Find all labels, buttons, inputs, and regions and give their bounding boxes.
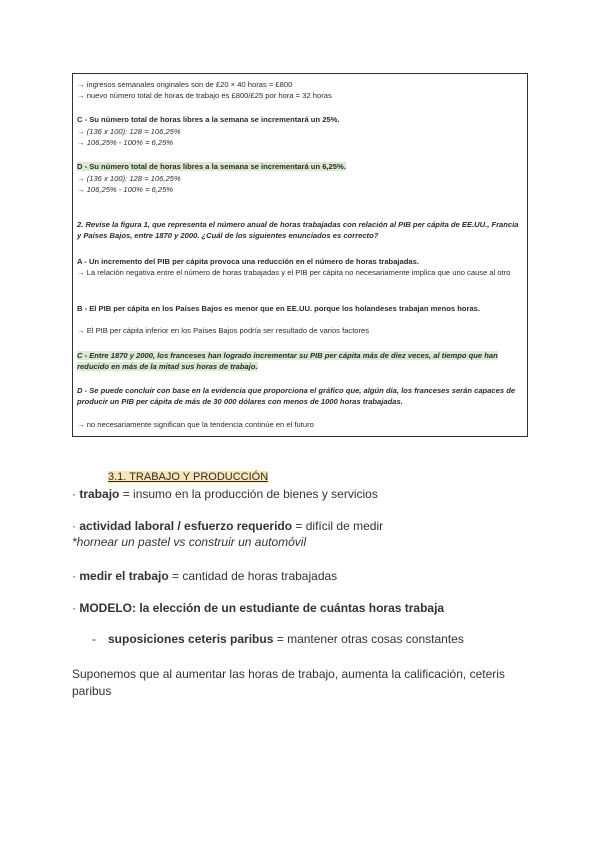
box-line: → (136 x 100): 128 = 106,25%	[77, 127, 181, 136]
option-b-title: B - El PIB per cápita en los Países Bajos es menor que en EE.UU. porque los holandeses trabajan menos horas.	[77, 304, 481, 313]
box-line: → ingresos semanales originales son de £20 × 40 horas = £800	[77, 80, 293, 89]
item-medir: · medir el trabajo = cantidad de horas trabajadas	[72, 569, 338, 583]
question-2: 2. Revise la figura 1, que representa el número anual de horas trabajadas con relación al PIB per cápita de EE.UU., Francia y Países Bajos, entre 1870 y 2000. ¿Cuál de los siguientes enunciados es correcto?	[77, 220, 519, 240]
item-modelo: · MODELO: la elección de un estudiante de cuántas horas trabaja	[72, 601, 445, 615]
item-supuestos: suposiciones ceteris paribus = mantener otras cosas constantes	[108, 632, 464, 646]
option-d-title: D - Su número total de horas libres a la semana se incrementará un 6,25%.	[77, 162, 346, 171]
item-trabajo: · trabajo = insumo en la producción de bienes y servicios	[72, 487, 378, 501]
option-a-title: A - Un incremento del PIB per cápita provoca una reducción en el número de horas trabajadas.	[77, 257, 419, 266]
summary-paragraph: Suponemos que al aumentar las horas de trabajo, aumenta la calificación, ceteris paribus	[72, 667, 505, 698]
box-line: → nuevo número total de horas de trabajo es £800/£25 por hora = 32 horas	[77, 91, 332, 100]
bullet-dash: -	[92, 632, 96, 646]
option-d2-note: → no necesariamente significan que la tendencia continúe en el futuro	[77, 420, 314, 429]
box-line: → 106,25% - 100% = 6,25%	[77, 185, 174, 194]
item-actividad: · actividad laboral / esfuerzo requerido = difícil de medir	[72, 519, 384, 533]
option-a-note: → La relación negativa entre el número de horas trabajadas y el PIB per cápita no necesariamente implica que uno cause al otro	[77, 268, 511, 277]
option-c-title: C - Su número total de horas libres a la semana se incrementará un 25%.	[77, 115, 340, 124]
option-c2-title: C - Entre 1870 y 2000, los franceses han logrado incrementar su PIB per cápita más de diez veces, al tiempo que han reducido en más de la mitad sus horas de trabajo.	[77, 351, 498, 371]
option-b-note: → El PIB per cápita inferior en los Países Bajos podría ser resultado de varios factores	[77, 326, 370, 335]
item-actividad-example: *hornear un pastel vs construir un automóvil	[72, 535, 307, 549]
option-d2-title: D - Se puede concluir con base en la evidencia que proporciona el gráfico que, algún día, los franceses serán capaces de producir un PIB per cápita de más de 30 000 dólares con menos de 1000 horas trabajadas.	[77, 386, 516, 406]
box-line: → (136 x 100): 128 = 106,25%	[77, 174, 181, 183]
section-heading: 3.1. TRABAJO Y PRODUCCIÓN	[108, 471, 269, 483]
box-line: → 106,25% - 100% = 6,25%	[77, 138, 174, 147]
